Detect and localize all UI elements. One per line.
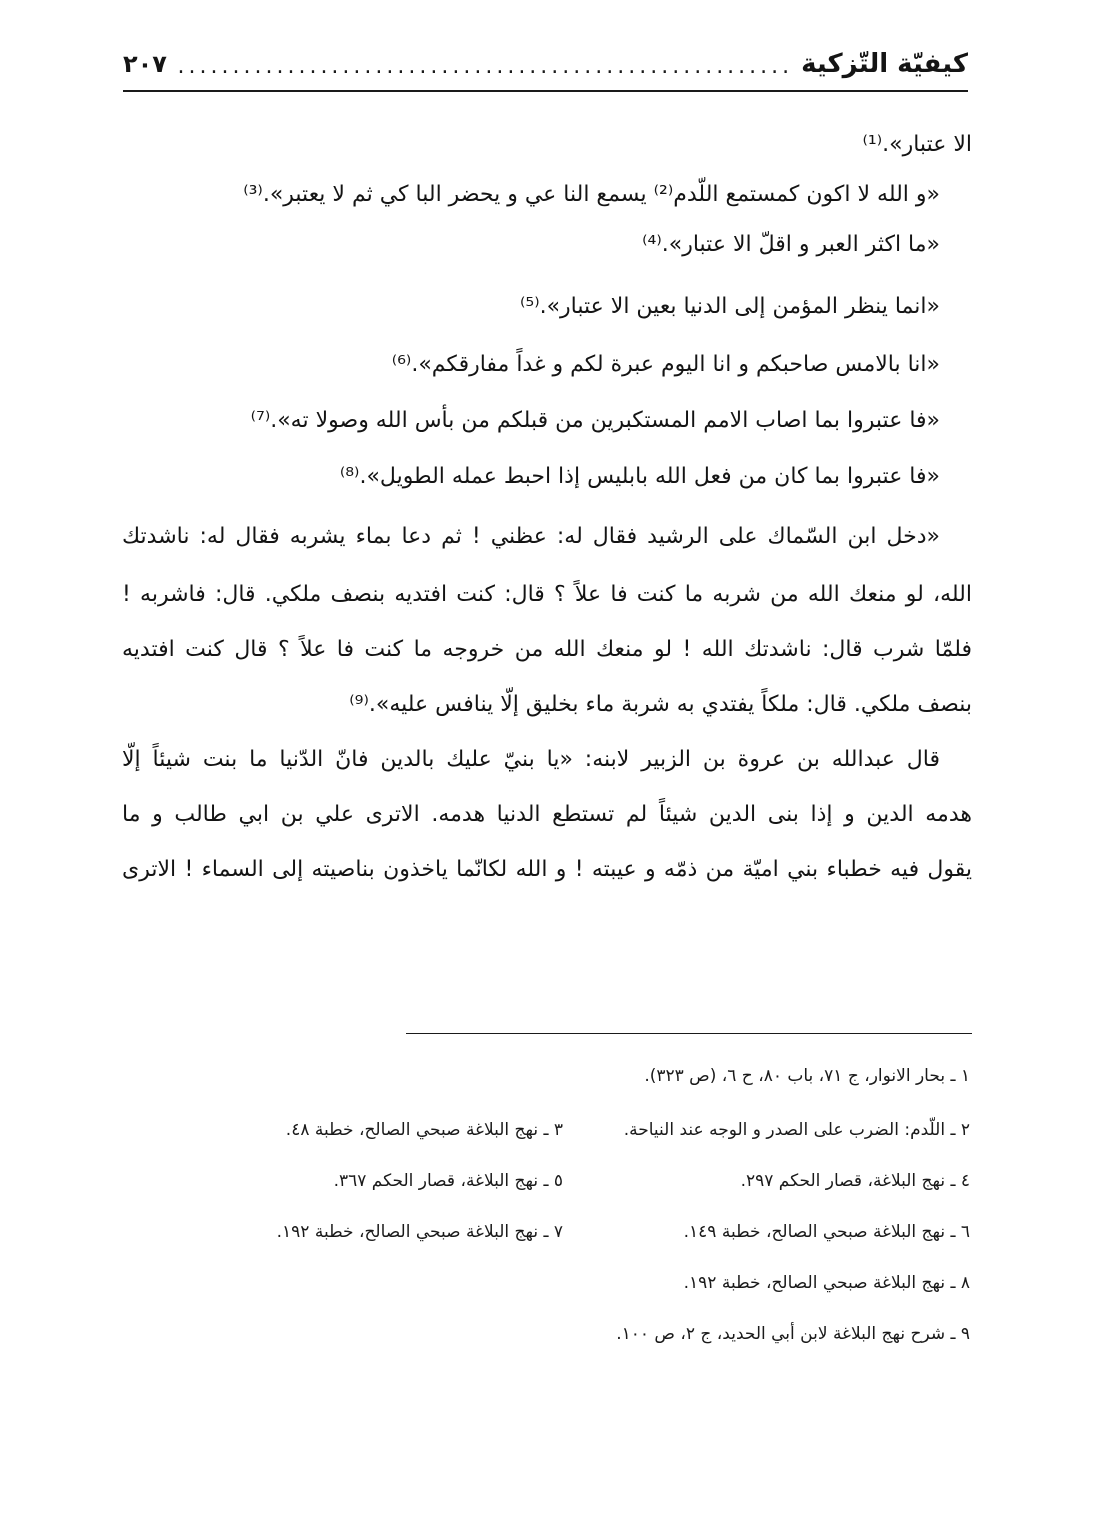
footnote-7: ٧ ـ نهج البلاغة صبحي الصالح، خطبة ١٩٢. [276, 1222, 563, 1242]
footnote-8: ٨ ـ نهج البلاغة صبحي الصالح، خطبة ١٩٢. [683, 1273, 970, 1293]
paragraph-line: بنصف ملكي. قال: ملكاً يفتدي به شربة ماء بخليق إلّا ينافس عليه».⁽⁹⁾ [349, 692, 972, 717]
paragraph-line: يقول فيه خطباء بني اميّة من ذمّه و عيبته ! و الله لكانّما ياخذون بناصيته إلى السماء ! الاترى [122, 857, 972, 882]
quote-line: «ما اكثر العبر و اقلّ الا عتبار».⁽⁴⁾ [642, 232, 940, 257]
footnote-9: ٩ ـ شرح نهج البلاغة لابن أبي الحديد، ج ٢، ص ١٠٠. [616, 1324, 970, 1344]
quote-line: «فا عتبروا بما اصاب الامم المستكبرين من قبلكم من بأس الله وصولا ته».⁽⁷⁾ [250, 408, 940, 433]
footnote-2: ٢ ـ اللّدم: الضرب على الصدر و الوجه عند النياحة. [623, 1120, 970, 1140]
footnote-4: ٤ ـ نهج البلاغة، قصار الحكم ٢٩٧. [740, 1171, 970, 1191]
main-text [122, 0, 972, 1000]
footnote-6: ٦ ـ نهج البلاغة صبحي الصالح، خطبة ١٤٩. [683, 1222, 970, 1242]
paragraph-line: الله، لو منعك الله من شربه ما كنت فا علاً ؟ قال: كنت افتديه بنصف ملكي. قال: فاشربه ! [122, 582, 972, 607]
quote-line: «انما ينظر المؤمن إلى الدنيا بعين الا عتبار».⁽⁵⁾ [519, 294, 940, 319]
footnote-5: ٥ ـ نهج البلاغة، قصار الحكم ٣٦٧. [333, 1171, 563, 1191]
text-line: الا عتبار».⁽¹⁾ [862, 132, 972, 157]
page-number: ٢٠٧ [123, 50, 167, 78]
paragraph-line: فلمّا شرب قال: ناشدتك الله ! لو منعك الله من خروجه ما كنت فا علاً ؟ قال كنت افتديه [122, 637, 972, 662]
paragraph-line: «دخل ابن السّماك على الرشيد فقال له: عظني ! ثم دعا بماء يشربه فقال له: ناشدتك [122, 524, 940, 549]
footnote-1: ١ ـ بحار الانوار، ج ٧١، باب ٨٠، ح ٦، (ص ٣٢٣). [644, 1066, 970, 1086]
chapter-title: كيفيّة التّزكية [801, 49, 968, 79]
paragraph-line: هدمه الدين و إذا بنى الدين شيئاً لم تستطع الدنيا هدمه. الاترى علي بن ابي طالب و ما [122, 802, 972, 827]
quote-line: «فا عتبروا بما كان من فعل الله بابليس إذا احبط عمله الطويل».⁽⁸⁾ [339, 464, 940, 489]
footnote-3: ٣ ـ نهج البلاغة صبحي الصالح، خطبة ٤٨. [285, 1120, 563, 1140]
paragraph-line: قال عبدالله بن عروة بن الزبير لابنه: «يا بنيّ عليك بالدين فانّ الدّنيا ما بنت شيئاً إلّا [122, 747, 940, 772]
quote-line: «انا بالامس صاحبكم و انا اليوم عبرة لكم و غداً مفارقكم».⁽⁶⁾ [391, 352, 940, 377]
quote-line: «و الله لا اكون كمستمع اللّدم⁽²⁾ يسمع النا عي و يحضر البا كي ثم لا يعتبر».⁽³⁾ [243, 182, 940, 207]
footnote-separator [406, 1033, 972, 1034]
